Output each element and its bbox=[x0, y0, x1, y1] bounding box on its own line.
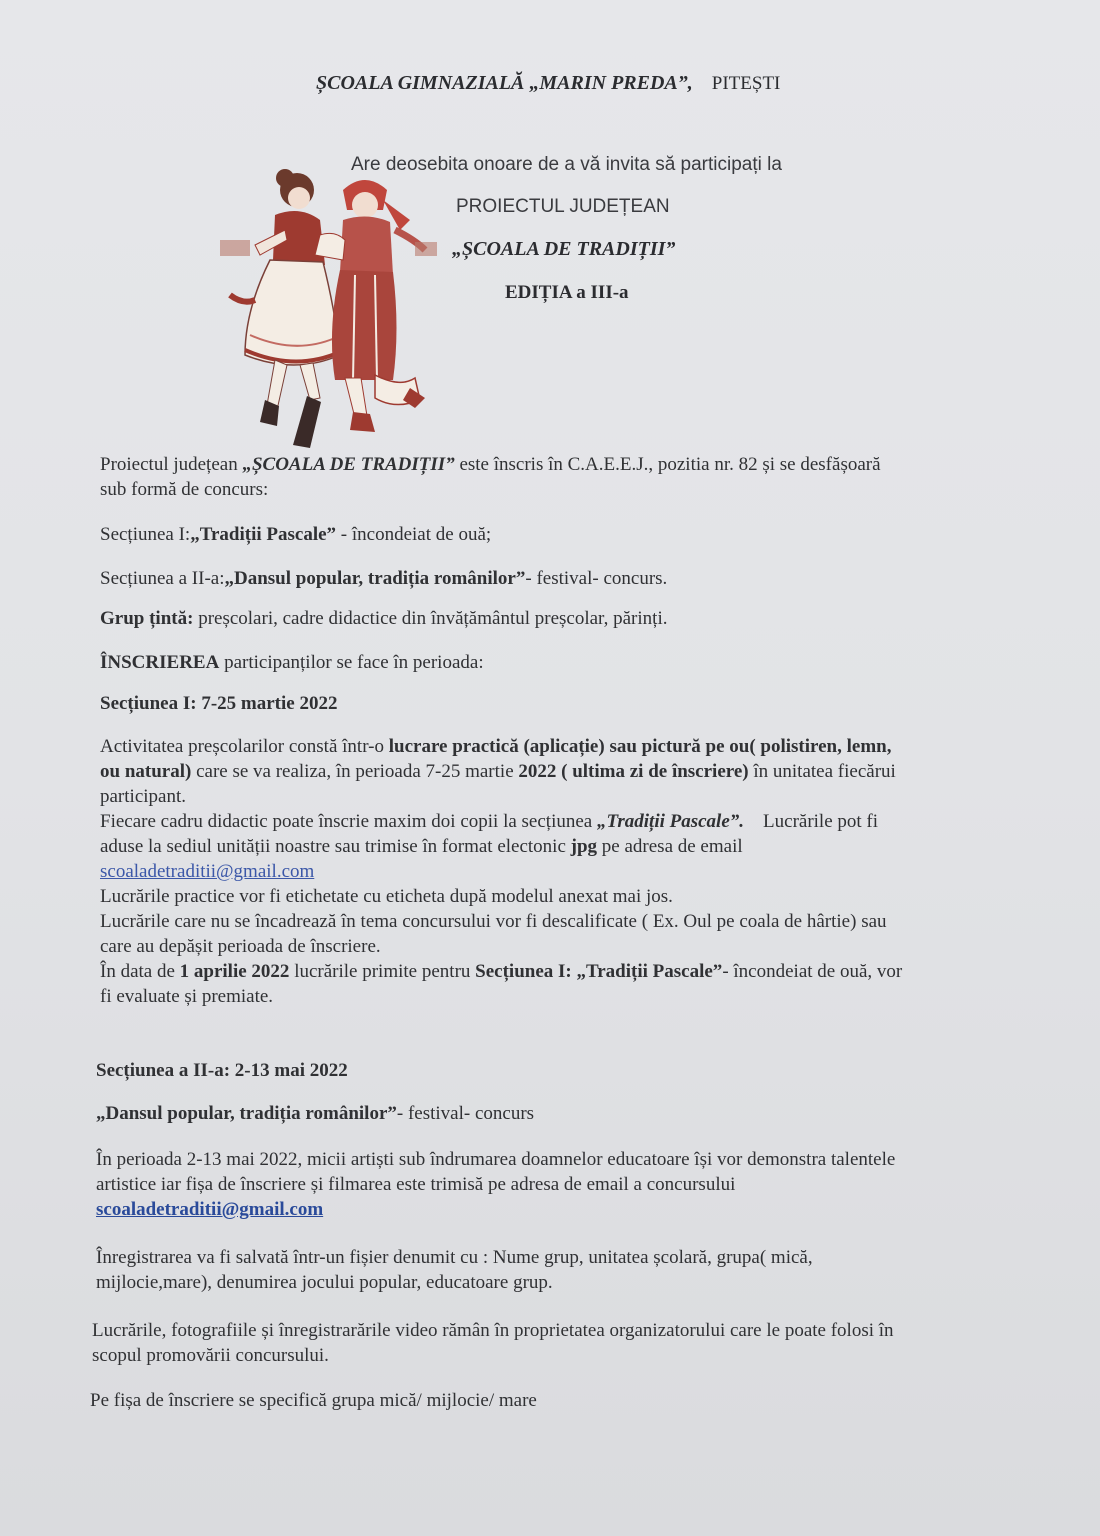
section-1-heading: Secțiunea I: 7-25 martie 2022 bbox=[100, 693, 338, 714]
school-city: PITEȘTI bbox=[711, 73, 781, 94]
s1-bold: jpg bbox=[570, 836, 598, 857]
s2-text: - festival- concurs bbox=[396, 1103, 535, 1124]
enrollment-line bbox=[100, 650, 484, 675]
section-1-body bbox=[100, 734, 1060, 1009]
project-title: „ȘCOALA DE TRADIȚII” bbox=[452, 238, 676, 260]
enrollment-text: participanților se face în perioada: bbox=[219, 652, 484, 673]
enrollment-label: ÎNSCRIEREA bbox=[100, 652, 220, 673]
project-label: PROIECTUL JUDEȚEAN bbox=[456, 196, 670, 217]
s2-text: În perioada 2-13 mai 2022, micii artiști sub îndrumarea doamnelor educatoare își vor demonstra talentele bbox=[96, 1149, 896, 1170]
section-2-title: „Dansul popular, tradiția românilor” bbox=[224, 568, 526, 589]
school-header bbox=[316, 72, 780, 95]
section-1-desc: - încondeiat de ouă; bbox=[336, 524, 492, 545]
section-2-line bbox=[100, 566, 667, 591]
s1-text: Lucrările care nu se încadrează în tema concursului vor fi descalificate ( Ex. Oul pe coala de hârtie) sau bbox=[100, 911, 887, 932]
section-2-desc: - festival- concurs. bbox=[525, 568, 668, 589]
intro-project-name: „ȘCOALA DE TRADIȚII” bbox=[242, 454, 455, 475]
s1-text: participant. bbox=[100, 786, 186, 807]
section-2-paragraph-4: Pe fișa de înscriere se specifică grupa mică/ mijlocie/ mare bbox=[90, 1390, 537, 1411]
s2-text: Înregistrarea va fi salvată într-un fișier denumit cu : Nume grup, unitatea școlară, grupa( mică, bbox=[96, 1247, 813, 1268]
s1-bold: 1 aprilie 2022 bbox=[179, 961, 290, 982]
section-1-line bbox=[100, 522, 491, 547]
section-2-subtitle bbox=[96, 1101, 534, 1126]
s1-text: care se va realiza, în perioada 7-25 martie bbox=[191, 761, 519, 782]
s1-text: lucrările primite pentru bbox=[289, 961, 476, 982]
edition-label: EDIȚIA a III-a bbox=[505, 282, 629, 303]
target-group-label: Grup țintă: bbox=[100, 608, 194, 629]
s1-text: care au depășit perioada de înscriere. bbox=[100, 936, 381, 957]
section-2-paragraph-2 bbox=[96, 1245, 1056, 1295]
s1-text: Lucrările pot fi bbox=[744, 811, 879, 832]
target-group-line bbox=[100, 606, 667, 631]
s2-title: „Dansul popular, tradiția românilor” bbox=[96, 1103, 397, 1124]
s1-text: Lucrările practice vor fi etichetate cu eticheta după modelul anexat mai jos. bbox=[100, 886, 673, 907]
email-link[interactable]: scoaladetraditii@gmail.com bbox=[100, 861, 315, 882]
intro-text: Proiectul județean bbox=[100, 454, 243, 475]
section-2-paragraph-1 bbox=[96, 1147, 1056, 1222]
s1-bold: „Tradiții Pascale”. bbox=[596, 811, 745, 832]
folk-dancers-illustration bbox=[215, 160, 445, 450]
school-name: ȘCOALA GIMNAZIALĂ „MARIN PREDA”, bbox=[316, 72, 693, 94]
s2-text: scopul promovării concursului. bbox=[92, 1345, 329, 1366]
invite-line: Are deosebita onoare de a vă invita să participați la bbox=[351, 154, 782, 175]
s2-text: Lucrările, fotografiile și înregistrarările video rămân în proprietatea organizatorului care le poate folosi în bbox=[92, 1320, 894, 1341]
intro-text-end: sub formă de concurs: bbox=[100, 479, 269, 500]
s2-text: mijlocie,mare), denumirea jocului popular, educatoare grup. bbox=[96, 1272, 553, 1293]
s1-bold: lucrare practică (aplicație) sau pictură pe ou( polistiren, lemn, bbox=[388, 736, 892, 757]
intro-paragraph bbox=[100, 452, 1060, 502]
s1-text: pe adresa de email bbox=[597, 836, 743, 857]
s1-text: în unitatea fiecărui bbox=[748, 761, 896, 782]
s1-bold: 2022 ( ultima zi de înscriere) bbox=[518, 761, 749, 782]
s2-text: artistice iar fișa de înscriere și filmarea este trimisă pe adresa de email a concursului bbox=[96, 1174, 736, 1195]
s1-text: aduse la sediul unității noastre sau trimise în format electonic bbox=[100, 836, 571, 857]
s1-text: Fiecare cadru didactic poate înscrie maxim doi copii la secțiunea bbox=[100, 811, 597, 832]
section-2-paragraph-3 bbox=[92, 1318, 1057, 1368]
section-2-heading: Secțiunea a II-a: 2-13 mai 2022 bbox=[96, 1060, 348, 1081]
s1-text: fi evaluate și premiate. bbox=[100, 986, 274, 1007]
s1-text: Activitatea preșcolarilor constă într-o bbox=[100, 736, 389, 757]
s1-text: În data de bbox=[100, 961, 180, 982]
s1-text: - încondeiat de ouă, vor bbox=[722, 961, 903, 982]
target-group-text: preșcolari, cadre didactice din învățământul preșcolar, părinți. bbox=[193, 608, 668, 629]
section-1-title: „Tradiții Pascale” bbox=[190, 524, 337, 545]
section-1-label: Secțiunea I: bbox=[100, 524, 191, 545]
section-2-label: Secțiunea a II-a: bbox=[100, 568, 225, 589]
email-link-bold[interactable]: scoaladetraditii@gmail.com bbox=[96, 1199, 324, 1220]
s1-bold: ou natural) bbox=[100, 761, 192, 782]
intro-text-cont: este înscris în C.A.E.E.J., pozitia nr. 82 și se desfășoară bbox=[454, 454, 881, 475]
s1-bold: Secțiunea I: „Tradiții Pascale” bbox=[475, 961, 723, 982]
